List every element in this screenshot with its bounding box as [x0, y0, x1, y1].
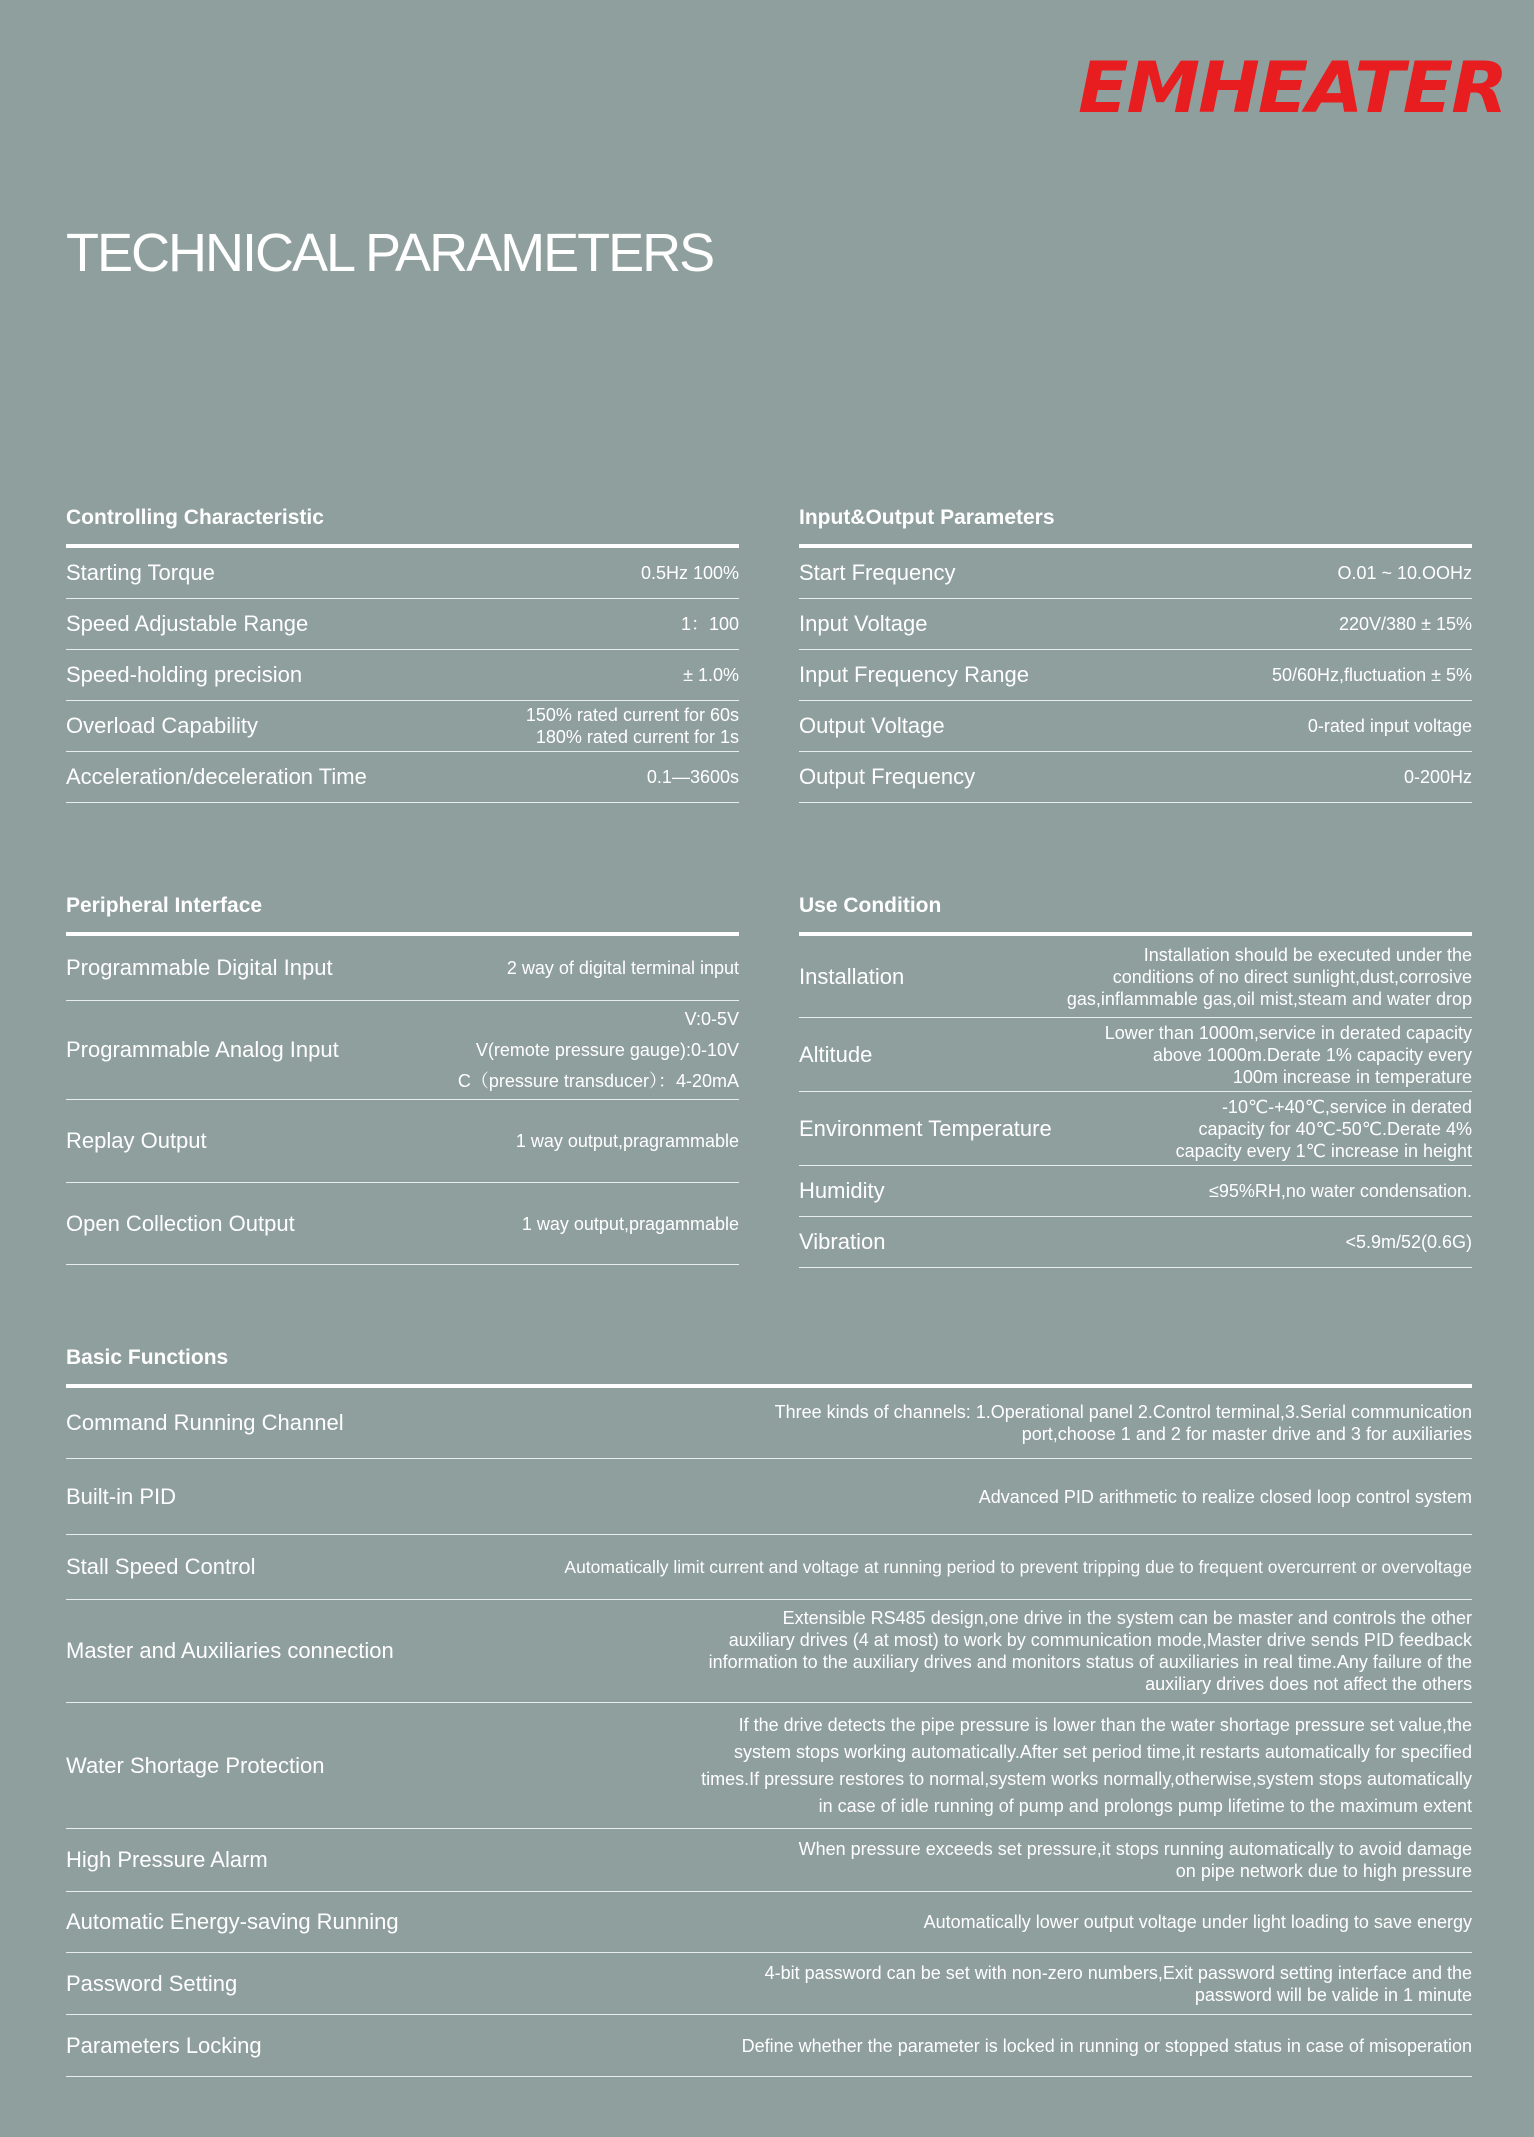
- row-label: Input Frequency Range: [799, 662, 1029, 687]
- section-title: Peripheral Interface: [66, 894, 263, 917]
- row-label: Password Setting: [66, 1970, 238, 1996]
- row-value: O.01 ~ 10.OOHz: [1337, 563, 1472, 583]
- row-label: Input Voltage: [799, 611, 928, 636]
- row-value: Extensible RS485 design,one drive in the system can be master and controls the other auxiliary drives (4 at most) to work by communication mode,Master drive sends PID feedback information to the auxiliary drives and monitors status of auxiliaries in real time.Any failure of the auxiliary drives does not affect the others: [708, 1608, 1472, 1694]
- input-output-parameters-section: [799, 504, 1472, 803]
- row-value: Automatically limit current and voltage at running period to prevent tripping due to frequent overcurrent or overvoltage: [564, 1557, 1472, 1577]
- table-row: [66, 548, 739, 599]
- row-value: 0.5Hz 100%: [640, 563, 739, 583]
- row-label: Altitude: [799, 1041, 873, 1067]
- row-value: ± 1.0%: [683, 665, 739, 685]
- row-value: 4-bit password can be set with non-zero numbers,Exit password setting interface and the password will be valide in 1 minute: [764, 1962, 1472, 2005]
- table: [66, 1388, 1472, 2077]
- section-title: Controlling Characteristic: [66, 506, 324, 529]
- row-value: Define whether the parameter is locked in running or stopped status in case of misoperation: [741, 2035, 1472, 2056]
- table-row: [66, 752, 739, 803]
- row-value: 2 way of digital terminal input: [506, 958, 739, 978]
- row-label: Open Collection Output: [66, 1210, 295, 1236]
- row-label: Overload Capability: [66, 713, 258, 738]
- table-row: [799, 599, 1472, 650]
- row-value: 0-rated input voltage: [1307, 716, 1472, 736]
- table-row: [66, 1703, 1472, 1829]
- table-row: [66, 1829, 1472, 1892]
- row-label: Installation: [799, 963, 905, 989]
- row-label: Start Frequency: [799, 560, 956, 585]
- table-row: [799, 548, 1472, 599]
- row-label: Programmable Digital Input: [66, 955, 333, 980]
- table-row: [799, 1166, 1472, 1217]
- table-row: [66, 1600, 1472, 1703]
- row-label: Humidity: [799, 1178, 885, 1203]
- table-row: [799, 936, 1472, 1018]
- table-row: [66, 701, 739, 752]
- table-row: [66, 1953, 1472, 2015]
- row-value: 50/60Hz,fluctuation ± 5%: [1272, 665, 1472, 685]
- controlling-characteristic-section: [66, 504, 739, 803]
- table-row: [66, 1535, 1472, 1600]
- page-title: TECHNICAL PARAMETERS: [66, 223, 714, 283]
- table: [799, 548, 1472, 803]
- table: [799, 936, 1472, 1268]
- row-value: Automatically lower output voltage under light loading to save energy: [923, 1912, 1472, 1932]
- row-value: Three kinds of channels: 1.Operational panel 2.Control terminal,3.Serial communication port,choose 1 and 2 for master drive and 3 for auxiliaries: [774, 1402, 1472, 1444]
- section-title: Use Condition: [799, 894, 942, 917]
- row-value: -10℃-+40℃,service in derated capacity for 40℃-50℃.Derate 4% capacity every 1℃ increase in height: [1175, 1096, 1472, 1161]
- table-row: [66, 1183, 739, 1265]
- table-row: [66, 1388, 1472, 1459]
- row-label: Speed Adjustable Range: [66, 611, 309, 636]
- row-value: 1 way output,pragrammable: [515, 1131, 739, 1151]
- row-label: High Pressure Alarm: [66, 1847, 268, 1872]
- logo-text: EMHEATER: [1078, 54, 1506, 118]
- row-label: Built-in PID: [66, 1483, 177, 1509]
- row-value: 1：100: [680, 614, 739, 634]
- table-row: [799, 701, 1472, 752]
- row-label: Stall Speed Control: [66, 1554, 256, 1579]
- row-value: 0.1—3600s: [646, 767, 739, 787]
- row-value: 0-200Hz: [1403, 767, 1472, 787]
- table-row: [799, 1217, 1472, 1268]
- row-value: 220V/380 ± 15%: [1339, 614, 1472, 634]
- table-row: [66, 1001, 739, 1100]
- row-value: 1 way output,pragammable: [521, 1213, 739, 1234]
- row-label: Starting Torque: [66, 560, 215, 585]
- row-label: Command Running Channel: [66, 1410, 344, 1435]
- row-label: Speed-holding precision: [66, 662, 303, 687]
- table-row: [66, 599, 739, 650]
- section-title: Input&Output Parameters: [799, 506, 1055, 529]
- row-value: ≤95%RH,no water condensation.: [1208, 1181, 1472, 1201]
- row-value: Lower than 1000m,service in derated capacity above 1000m.Derate 1% capacity every 100m increase in temperature: [1104, 1022, 1472, 1087]
- table-row: [66, 1459, 1472, 1535]
- row-label: Water Shortage Protection: [66, 1752, 325, 1778]
- emheater-logo: [1078, 54, 1508, 118]
- table-row: [66, 1100, 739, 1183]
- peripheral-interface-section: [66, 892, 739, 1265]
- row-label: Output Frequency: [799, 764, 976, 789]
- table: [66, 548, 739, 803]
- row-value: V:0-5V V(remote pressure gauge):0-10V C（pressure transducer）：4-20mA: [457, 1008, 739, 1091]
- table-row: [799, 1092, 1472, 1166]
- row-label: Programmable Analog Input: [66, 1037, 339, 1062]
- table-row: [66, 1892, 1472, 1953]
- row-value: When pressure exceeds set pressure,it stops running automatically to avoid damage on pipe network due to high pressure: [798, 1839, 1472, 1881]
- row-value: 150% rated current for 60s 180% rated current for 1s: [525, 705, 739, 747]
- row-label: Acceleration/deceleration Time: [66, 764, 367, 789]
- table-row: [799, 752, 1472, 803]
- table-row: [799, 1018, 1472, 1092]
- basic-functions-section: [66, 1344, 1472, 2077]
- row-value: Installation should be executed under the conditions of no direct sunlight,dust,corrosive gas,inflammable gas,oil mist,steam and water drop: [1066, 944, 1472, 1009]
- row-label: Automatic Energy-saving Running: [66, 1909, 399, 1934]
- table: [66, 936, 739, 1265]
- use-condition-section: [799, 892, 1472, 1268]
- table-row: [66, 2015, 1472, 2077]
- row-label: Output Voltage: [799, 713, 945, 738]
- row-label: Environment Temperature: [799, 1115, 1052, 1141]
- table-row: [66, 936, 739, 1001]
- row-value: <5.9m/52(0.6G): [1345, 1232, 1472, 1252]
- row-label: Master and Auxiliaries connection: [66, 1638, 394, 1663]
- row-value: Advanced PID arithmetic to realize closed loop control system: [978, 1486, 1472, 1507]
- section-title: Basic Functions: [66, 1346, 229, 1369]
- table-row: [799, 650, 1472, 701]
- row-label: Replay Output: [66, 1128, 207, 1153]
- row-label: Vibration: [799, 1229, 886, 1254]
- row-label: Parameters Locking: [66, 2032, 262, 2058]
- row-value: If the drive detects the pipe pressure is lower than the water shortage pressure set value,the system stops working automatically.After set period time,it restarts automatically for specified times.If pressure restores to normal,system works normally,otherwise,system stops automatically in case of idle running of pump and prolongs pump lifetime to the maximum extent: [701, 1714, 1472, 1816]
- table-row: [66, 650, 739, 701]
